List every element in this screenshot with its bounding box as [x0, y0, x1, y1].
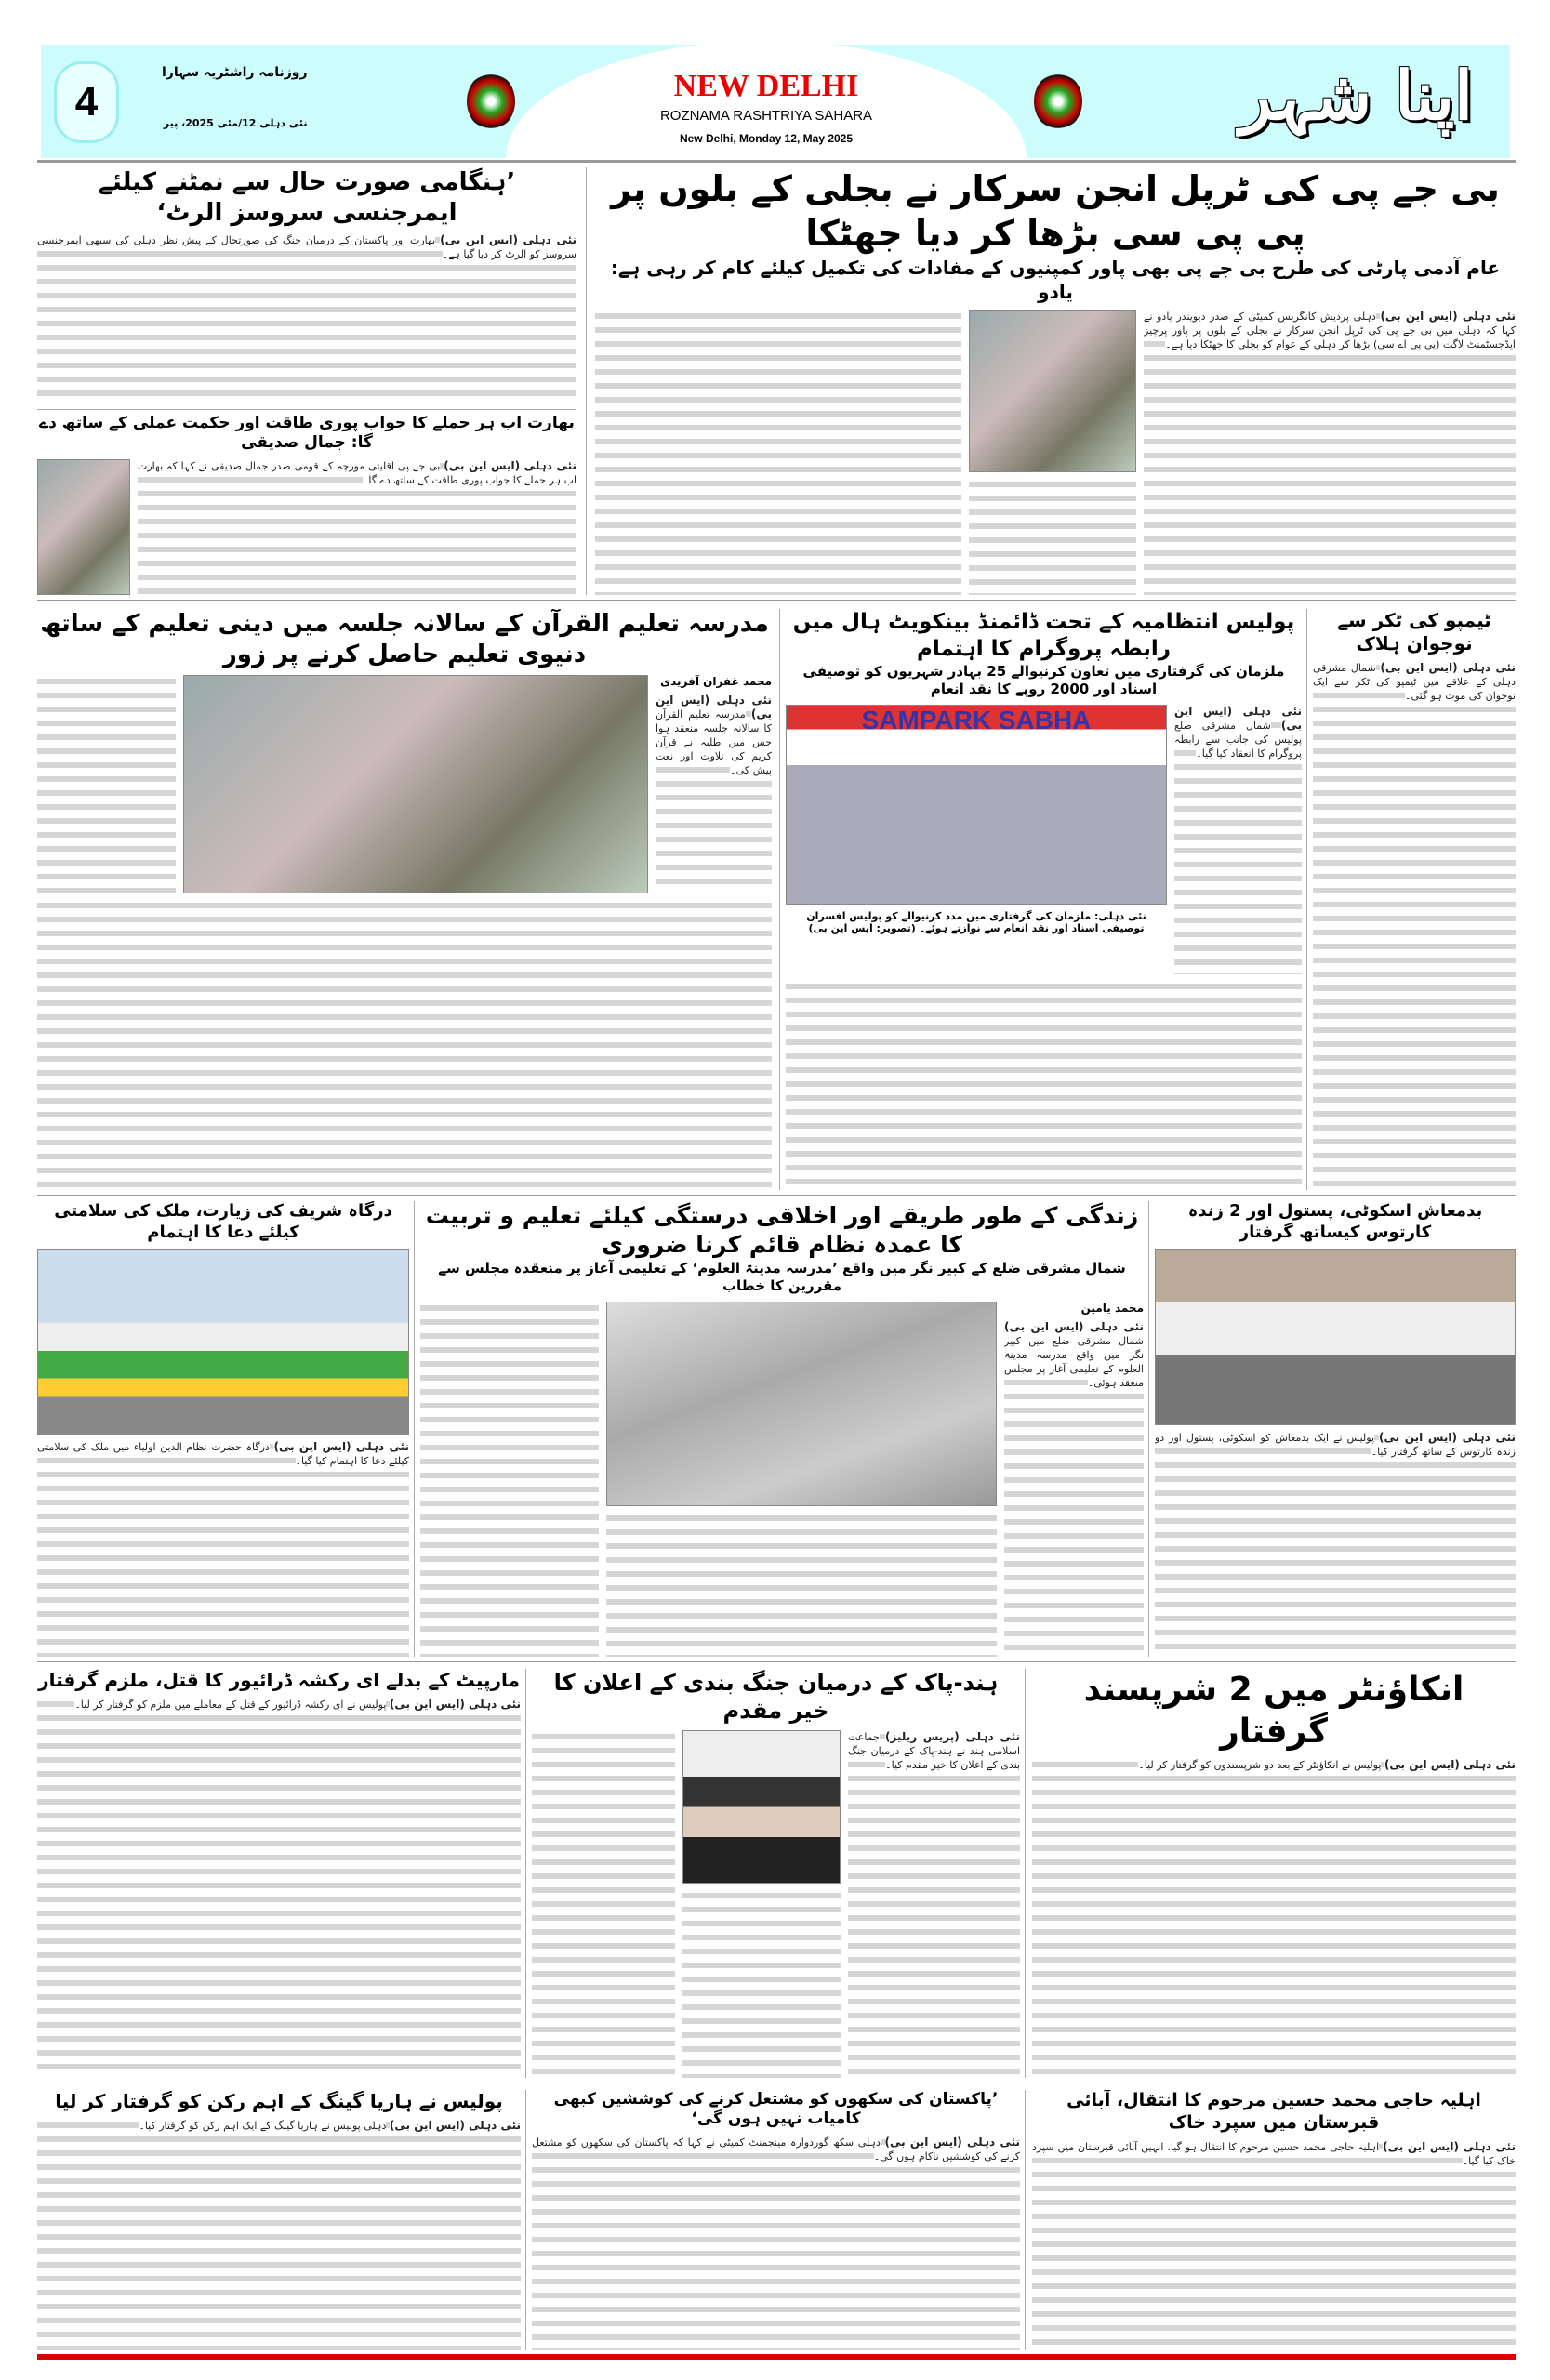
divider: [1025, 1669, 1026, 2078]
lead: جماعت اسلامی ہند نے ہند-پاک کے درمیان جنگ بندی کے اعلان کا خیر مقدم کیا۔: [848, 1731, 1020, 1771]
divider: [37, 1195, 1516, 1196]
article-gang: [37, 2090, 521, 2350]
article-tapri: [1313, 609, 1516, 1190]
headline: اہلیہ حاجی محمد حسین مرحوم کا انتقال، آبائی قبرستان میں سپرد خاک: [1066, 2090, 1481, 2133]
urdu-date: نئی دہلی 12/مئی 2025، پیر: [163, 117, 308, 129]
divider: [1025, 2090, 1026, 2350]
lead: شمال مشرقی ضلع میں کبیر نگر میں واقع مدرسہ مدینۃ العلوم کے تعلیمی آغاز پر مجلس منعقد ہوئی۔: [1004, 1334, 1144, 1389]
photo-caption: نئی دہلی: ملزمان کی گرفتاری میں مدد کرنیوالے کو پولیس افسران توصیفی اسناد اور نقد انعام سے نوازتے ہوئے۔ (تصویر: ایس این بی): [806, 909, 1146, 934]
byline: نئی دہلی (ایس این بی): [444, 458, 576, 472]
photo-speaker: [969, 310, 1136, 472]
lead: شمال مشرقی ضلع پولیس کی جانب سے رابطہ پروگرام کا انعقاد کیا گیا۔: [1174, 719, 1302, 760]
headline: انکاؤنٹر میں 2 شرپسند گرفتار: [1083, 1671, 1464, 1751]
lead: دہلی سکھ گوردوارہ مینجمنٹ کمیٹی نے کہا کہ پاکستان کی سکھوں کو مشتعل کرنے کی کوششیں ناکام ہوں گی۔: [532, 2135, 1020, 2162]
divider: [779, 609, 780, 1190]
lead: مدرسہ تعلیم القرآن کا سالانہ جلسہ منعقد ہوا جس میں طلبہ نے قرآن کریم کی تلاوت اور نعت پیش کی۔: [656, 708, 772, 776]
masthead-dome: [506, 41, 1027, 158]
byline: نئی دہلی (پریس ریلیز): [884, 1730, 1020, 1743]
divider: [1306, 609, 1307, 1190]
photo-dargah: [37, 1249, 409, 1435]
headline: زندگی کے طور طریقے اور اخلاقی درستگی کیلئے تعلیم و تربیت کا عمدہ نظام قائم کرنا ضروری: [425, 1202, 1139, 1259]
headline: مارپیٹ کے بدلے ای رکشہ ڈرائیور کا قتل، ملزم گرفتار: [38, 1669, 520, 1691]
lead: بی جے پی اقلیتی مورچہ کے قومی صدر جمال صدیقی نے کہا کہ بھارت اب ہر حملے کا جواب پوری طاقت کے ساتھ دے گا۔: [138, 459, 576, 486]
lead: شمال مشرقی دہلی کے علاقے میں ٹیمپو کی ٹکر سے ایک نوجوان کی موت ہو گئی۔: [1313, 662, 1516, 702]
article-body: [1174, 705, 1302, 974]
lead: دہلی پولیس نے ہاریا گینگ کے ایک اہم رکن کو گرفتار کیا۔: [139, 2120, 387, 2132]
article-hindpak: [532, 1669, 1020, 2078]
article-body: [1313, 661, 1516, 1190]
divider: [586, 167, 587, 595]
article-body: [1144, 310, 1516, 595]
article-badmash: [1155, 1201, 1516, 1657]
byline: نئی دہلی (ایس این بی): [1379, 1431, 1516, 1444]
article-body: [1155, 1431, 1516, 1657]
headline: پولیس نے ہاریا گینگ کے اہم رکن کو گرفتار کر لیا: [55, 2090, 503, 2112]
divider: [525, 2090, 526, 2350]
article-body-cont: [420, 1302, 599, 1658]
photo-gathering: [606, 1302, 997, 1506]
byline: نئی دہلی (ایس این بی): [389, 2119, 521, 2132]
paper-name: ROZNAMA RASHTRIYA SAHARA: [659, 108, 873, 124]
divider: [1148, 1201, 1149, 1657]
city-title: NEW DELHI: [673, 69, 859, 103]
headline: پولیس انتظامیہ کے تحت ڈائمنڈ بینکویٹ ہال میں رابطہ پروگرام کا اہتمام: [792, 610, 1295, 661]
article-body-cont: [595, 310, 961, 595]
article-body-cont: [682, 1889, 841, 2078]
article-body: [37, 1698, 521, 2078]
headline: مدرسہ تعلیم القرآن کے سالانہ جلسہ میں دینی تعلیم کے ساتھ دنیوی تعلیم حاصل کرنے پر زور: [40, 610, 769, 668]
footer-bar: [37, 2354, 1516, 2360]
logo-text: روزنامہ راشٹریہ سہارا: [162, 65, 308, 80]
article-main: [595, 167, 1516, 595]
article-body-cont: [37, 675, 176, 893]
divider: [414, 1201, 415, 1657]
author: محمد یامین: [1080, 1301, 1144, 1315]
byline: نئی دہلی (ایس این بی): [440, 233, 576, 246]
photo-madrasa-event: [183, 675, 648, 893]
byline: نئی دہلی (ایس این بی): [656, 694, 772, 721]
byline: نئی دہلی (ایس این بی): [389, 1698, 521, 1711]
article-body: [1004, 1320, 1144, 1658]
byline: نئی دہلی (ایس این بی): [1004, 1319, 1144, 1333]
byline: نئی دہلی (ایس این بی): [273, 1440, 409, 1453]
article-police: [786, 609, 1302, 1190]
issue-date: New Delhi, Monday 12, May 2025: [679, 132, 854, 145]
subheadline: ملزمان کی گرفتاری میں تعاون کرنیوالے 25 بہادر شہریوں کو توصیفی اسناد اور 2000 روپے کا نقد انعام: [802, 662, 1285, 697]
lead: پولیس نے انکاؤنٹر کے بعد دو شرپسندوں کو گرفتار کر لیا۔: [1138, 1759, 1382, 1771]
article-body-cont: [606, 1512, 997, 1658]
divider: [37, 600, 1516, 601]
photo-banner-text: SAMPARK SABHA: [861, 705, 1092, 734]
lead: اہلیہ حاجی محمد حسین مرحوم کا انتقال ہو گیا، انہیں آبائی قبرستان میں سپرد خاک کیا گیا۔: [1032, 2140, 1516, 2167]
article-body: [1032, 2140, 1516, 2351]
article-body-cont: [37, 899, 772, 1190]
divider: [37, 1661, 1516, 1662]
lead: پولیس نے ایک بدمعاش کو اسکوٹی، پستول اور دو زندہ کارتوس کے ساتھ گرفتار کیا۔: [1155, 1432, 1516, 1458]
headline: ٹیمپو کی ٹکر سے نوجوان ہلاک: [1337, 609, 1491, 654]
section-title: اپنا شہر: [1239, 56, 1473, 135]
article-dargah: [37, 1201, 409, 1657]
byline: نئی دہلی (ایس این بی): [1383, 2139, 1516, 2153]
lead: درگاہ حضرت نظام الدین اولیاء میں ملک کی سلامتی کیلئے دعا کا اہتمام کیا گیا۔: [37, 1441, 409, 1467]
lead: دہلی پردیش کانگریس کمیٹی کے صدر دیویندر یادو نے کہا کہ دہلی میں بی جے پی کی ٹرپل انجن سرکار نے بجلی کے بلوں پر پاور پرچیز ایڈجسٹمنٹ لاگت (پی پی اے سی) بڑھا کر دہلی کے عوام کو بجلی کا جھٹکا دیا ہے۔: [1144, 311, 1516, 350]
lead: پولیس نے ای رکشہ ڈرائیور کے قتل کے معاملے میں ملزم کو گرفتار کر لیا۔: [74, 1699, 387, 1711]
headline: بی جے پی کی ٹرپل انجن سرکار نے بجلی کے بلوں پر پی پی سی بڑھا کر دیا جھٹکا: [611, 168, 1500, 254]
headline: ’ہنگامی صورت حال سے نمٹنے کیلئے ایمرجنسی سروسز الرٹ‘: [98, 168, 516, 227]
lead: بھارت اور پاکستان کے درمیان جنگ کی صورتحال کے پیش نظر دہلی کی سبھی ایمرجنسی سروسز کو الرٹ کر دیا گیا ہے۔: [37, 234, 576, 260]
headline: درگاہ شریف کی زیارت، ملک کی سلامتی کیلئے دعا کا اہتمام: [54, 1201, 392, 1242]
paper-logo: [162, 65, 308, 129]
author: محمد غفران آفریدی: [660, 675, 772, 688]
article-body: [532, 2135, 1020, 2351]
divider: [525, 1669, 526, 2078]
article-sikh: [532, 2090, 1020, 2350]
article-body: [656, 694, 772, 893]
byline: نئی دہلی (ایس این بی): [884, 2135, 1020, 2149]
photo-felicitation: [786, 705, 1167, 905]
divider: [37, 160, 1516, 163]
article-body: [848, 1730, 1020, 2078]
article-body-cont: [532, 1730, 675, 2078]
byline: نئی دہلی (ایس این بی): [1380, 661, 1516, 674]
emblem-icon: [1034, 73, 1082, 130]
masthead: [41, 45, 1510, 158]
article-siddiqui: [37, 409, 576, 595]
byline: نئی دہلی (ایس این بی): [1174, 704, 1302, 732]
emblem-icon: [467, 73, 515, 130]
article-body: [37, 233, 576, 400]
article-body: [37, 2119, 521, 2350]
subheadline: شمال مشرقی ضلع کے کبیر نگر میں واقع ’مدرسہ مدینۃ العلوم‘ کے تعلیمی آغاز پر منعقدہ مجلس سے مقررین کا خطاب: [438, 1259, 1126, 1294]
headline: ’پاکستان کی سکھوں کو مشتعل کرنے کی کوششیں کبھی کامیاب نہیں ہوں گی‘: [553, 2090, 999, 2129]
article-body-cont: [786, 980, 1302, 1191]
article-zindagi: [420, 1201, 1144, 1657]
article-emergency: [37, 167, 576, 400]
article-body-cont: [969, 478, 1136, 595]
article-body: [37, 1440, 409, 1657]
page-number: 4: [54, 61, 119, 143]
article-body: [138, 459, 576, 596]
article-body: [1032, 1758, 1516, 2078]
photo-portrait: [37, 459, 130, 596]
article-marpeet: [37, 1669, 521, 2078]
article-hajji: [1032, 2090, 1516, 2350]
byline: نئی دہلی (ایس این بی): [1380, 310, 1516, 323]
divider: [37, 2082, 1516, 2083]
photo-portrait: [682, 1730, 841, 1884]
headline: ہند-پاک کے درمیان جنگ بندی کے اعلان کا خیر مقدم: [553, 1670, 999, 1724]
photo-arrest: [1155, 1249, 1516, 1425]
subheadline: عام آدمی پارٹی کی طرح بی جے پی بھی پاور کمپنیوں کے مفادات کی تکمیل کیلئے کام کر رہی ہے: یادو: [610, 257, 1501, 303]
headline: بھارت اب ہر حملے کا جواب پوری طاقت اور حکمت عملی کے ساتھ دے گا: جمال صدیقی: [39, 414, 575, 453]
byline: نئی دہلی (ایس این بی): [1384, 1758, 1516, 1771]
article-madrasa: [37, 609, 772, 1190]
article-encounter: [1032, 1669, 1516, 2078]
headline: بدمعاش اسکوٹی، پستول اور 2 زندہ کارتوس کیساتھ گرفتار: [1187, 1201, 1483, 1242]
